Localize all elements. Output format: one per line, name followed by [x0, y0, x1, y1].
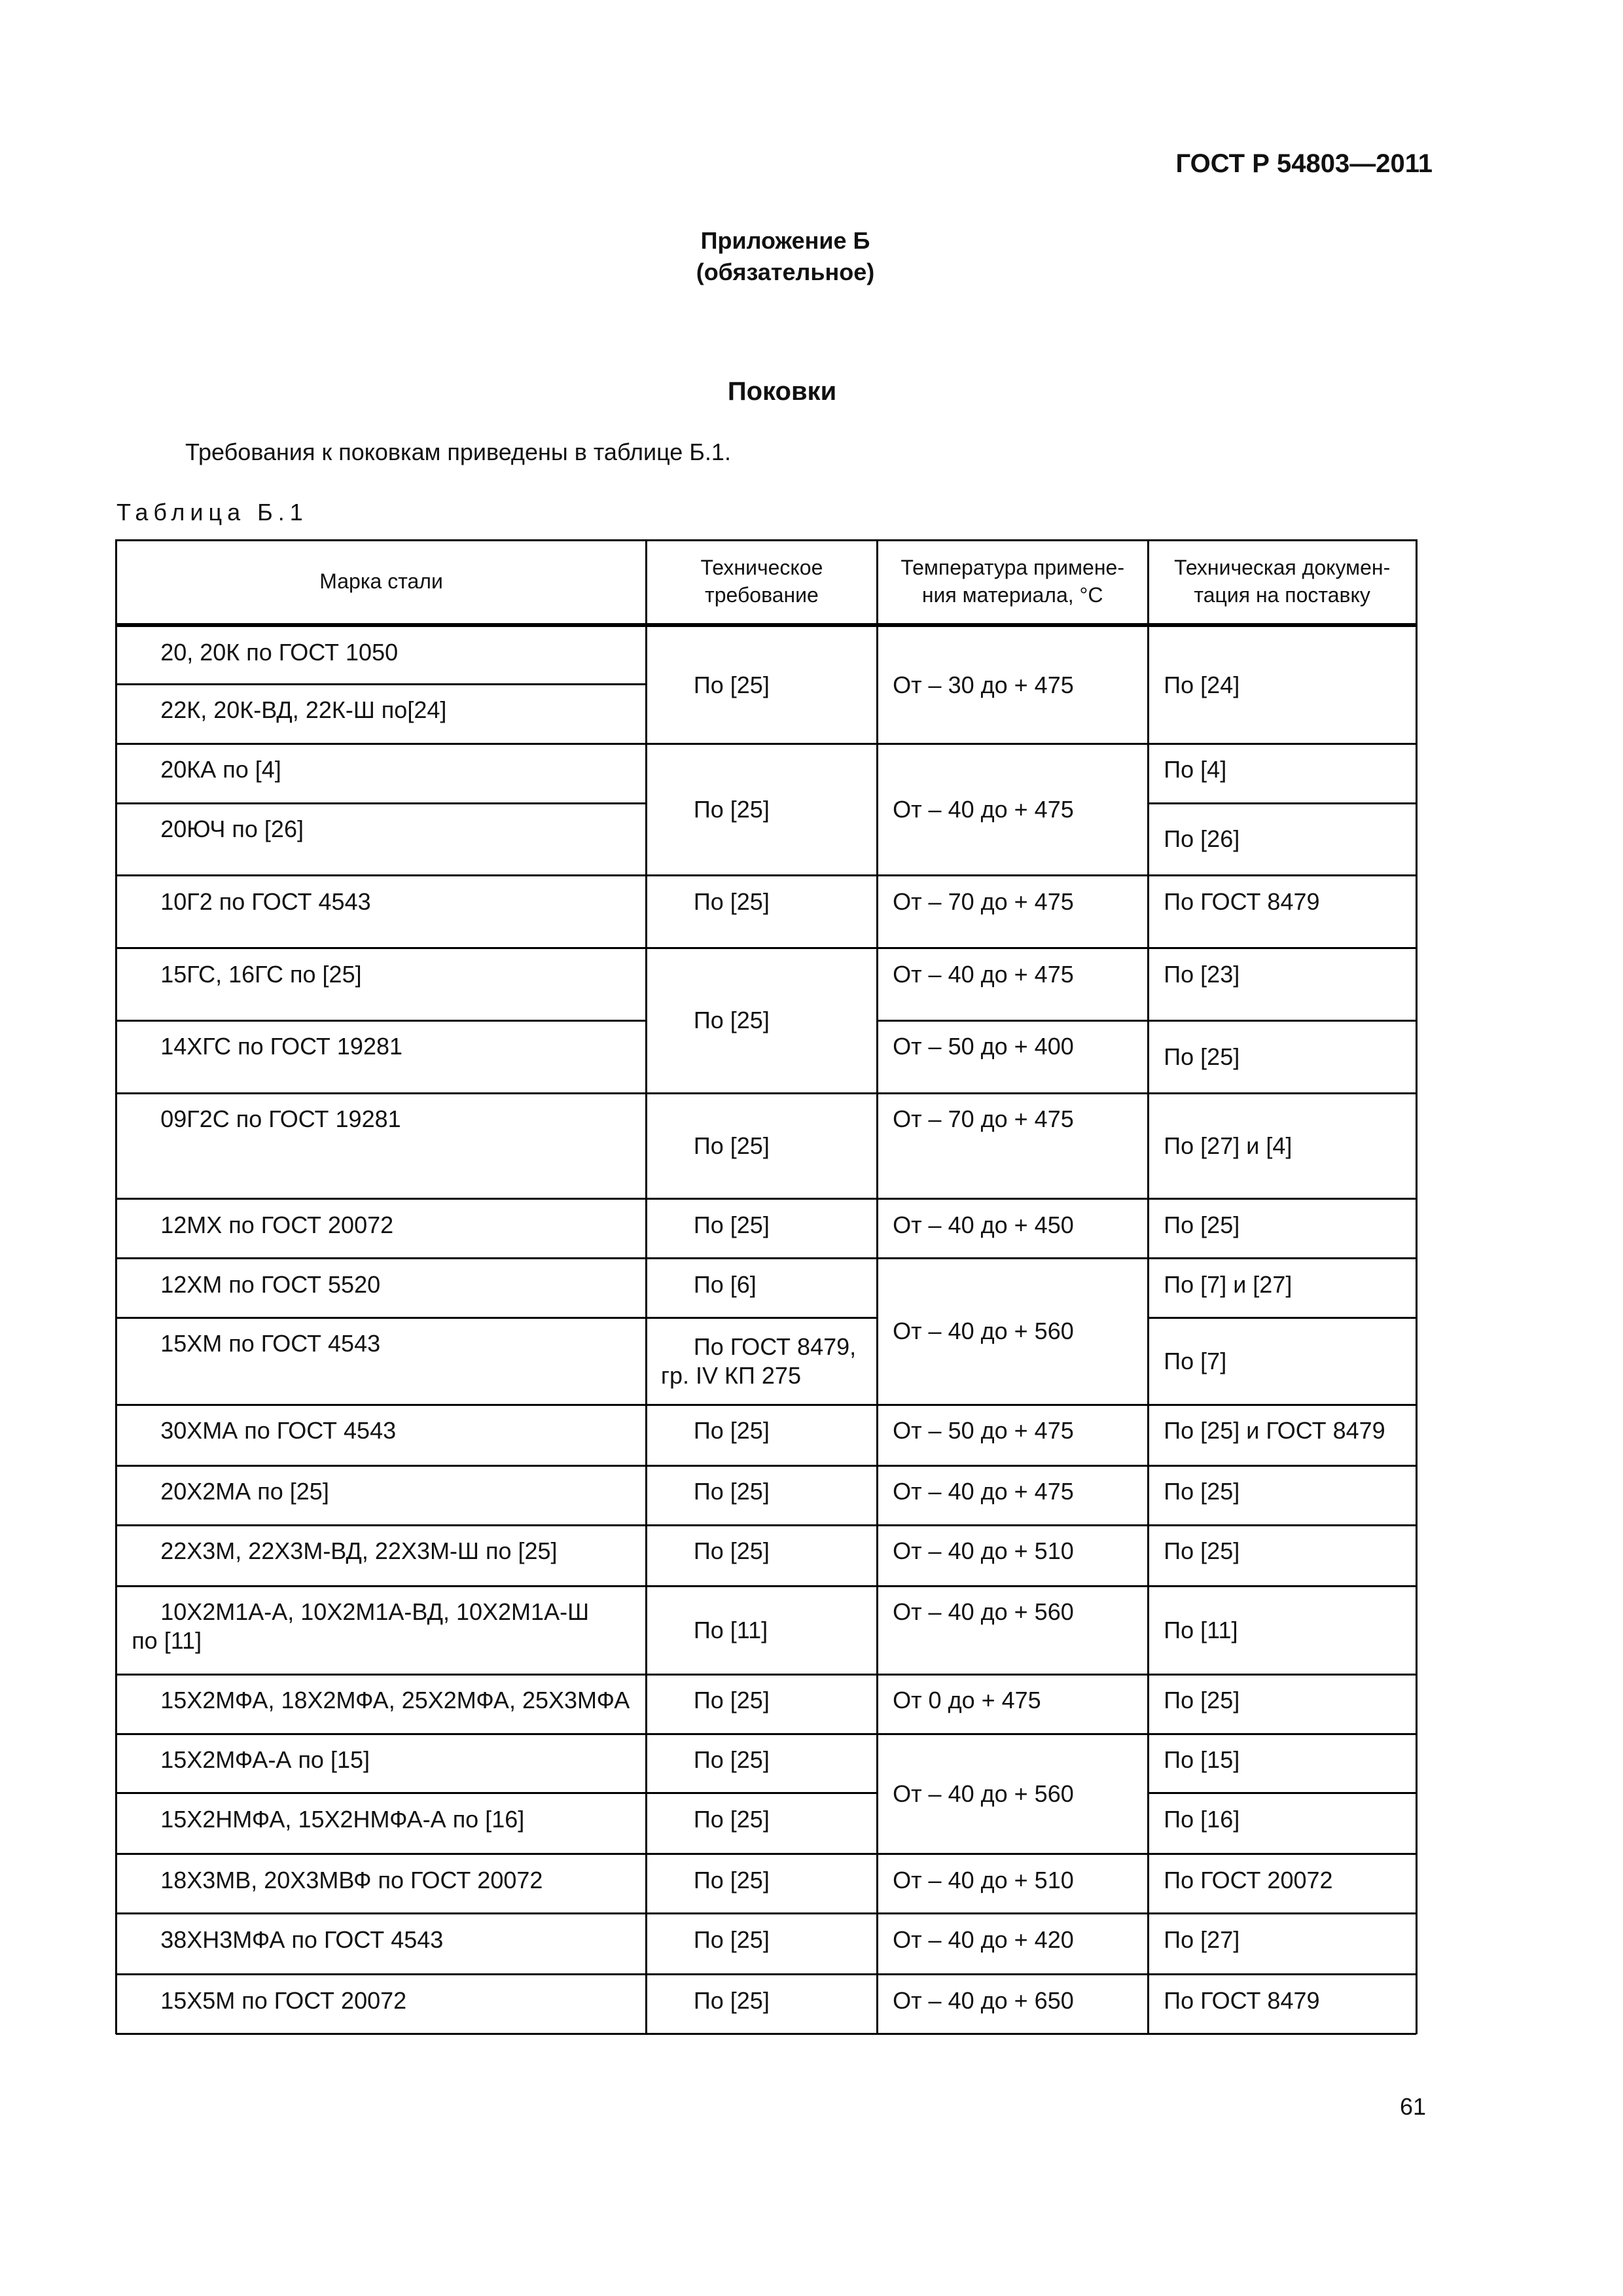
table-cell: По [6] — [693, 1270, 757, 1298]
table-cell: По [25] — [1164, 1043, 1240, 1070]
table-cell: По [25] — [693, 1986, 770, 2014]
table-hline — [647, 1465, 877, 1467]
table-hline — [1148, 1674, 1416, 1676]
table-cell: 20Х2МА по [25] — [160, 1478, 329, 1505]
table-hline — [1148, 1912, 1416, 1914]
table-hline — [116, 1585, 647, 1587]
table-hline — [116, 874, 647, 876]
table-cell: 15ХМ по ГОСТ 4543 — [160, 1330, 381, 1357]
table-hline — [1148, 625, 1416, 627]
table-hline — [116, 1853, 647, 1855]
table-hline — [1148, 874, 1416, 876]
table-hline — [647, 743, 877, 745]
table-hline — [877, 1674, 1148, 1676]
intro-paragraph: Требования к поковкам приведены в таблице Б.1. — [185, 439, 731, 465]
table-hline — [116, 1092, 647, 1094]
table-hline — [116, 1020, 647, 1022]
table-hline — [877, 625, 1148, 627]
table-hline — [116, 2033, 647, 2035]
table-hline — [647, 1585, 877, 1587]
table-cell: По [25] — [693, 1211, 770, 1238]
table-hline — [1148, 743, 1416, 745]
table-cell: От – 40 до + 450 — [893, 1211, 1074, 1238]
table-hline — [116, 1792, 647, 1794]
table-cell: По [27] и [4] — [1164, 1132, 1293, 1159]
table-cell: По [24] — [1164, 671, 1240, 698]
table-hline — [877, 1585, 1148, 1587]
table-hline — [116, 683, 647, 685]
section-title: Поковки — [727, 377, 837, 406]
table-hline — [647, 1257, 877, 1259]
table-cell: По [25] — [693, 888, 770, 915]
table-hline — [877, 1465, 1148, 1467]
table-hline — [116, 623, 1416, 625]
table-hline — [877, 1733, 1148, 1735]
table-cell: 22Х3М, 22Х3М-ВД, 22Х3М-Ш по [25] — [160, 1537, 558, 1565]
table-cell: От – 40 до + 650 — [893, 1986, 1074, 2014]
table-hline — [647, 1853, 877, 1855]
table-hline — [116, 625, 647, 627]
table-hline — [1148, 1465, 1416, 1467]
table-cell: 18Х3МВ, 20Х3МВФ по ГОСТ 20072 — [160, 1866, 543, 1893]
table-hline — [877, 1524, 1148, 1526]
appendix-title: Приложение Б — [700, 227, 870, 254]
table-header-cell: Техническое требование — [700, 556, 823, 607]
table-cell: По [7] — [1164, 1347, 1227, 1374]
table-cell: От – 70 до + 475 — [893, 888, 1074, 915]
table-cell: От – 40 до + 475 — [893, 960, 1074, 988]
table-hline — [877, 947, 1148, 949]
table-hline — [877, 1973, 1148, 1975]
table-cell: По [25] — [693, 1417, 770, 1444]
table-cell: По [25] — [693, 1805, 770, 1833]
table-cell: По [25] — [693, 671, 770, 698]
table-hline — [647, 1524, 877, 1526]
table-hline — [1148, 1792, 1416, 1794]
table-cell: От – 40 до + 560 — [893, 1318, 1074, 1345]
table-cell: По ГОСТ 8479, гр. IV КП 275 — [660, 1333, 857, 1389]
table-cell: По ГОСТ 8479 — [1164, 888, 1320, 915]
table-hline — [116, 1257, 647, 1259]
table-hline — [647, 874, 877, 876]
appendix-status: (обязательное) — [696, 259, 875, 285]
table-caption: Таблица Б.1 — [116, 499, 308, 526]
table-cell: 10Г2 по ГОСТ 4543 — [160, 888, 371, 915]
table-hline — [1148, 1585, 1416, 1587]
table-cell: 15Х5М по ГОСТ 20072 — [160, 1986, 407, 2014]
table-cell: По [26] — [1164, 825, 1240, 853]
table-hline — [1148, 1020, 1416, 1022]
table-hline — [1148, 1404, 1416, 1406]
table-hline — [877, 1020, 1148, 1022]
table-cell: По [11] — [693, 1616, 768, 1643]
table-cell: По [25] — [693, 1478, 770, 1505]
table-cell: По [11] — [1164, 1616, 1238, 1643]
table-cell: 20, 20К по ГОСТ 1050 — [160, 638, 399, 666]
table-cell: По [25] и ГОСТ 8479 — [1164, 1417, 1385, 1444]
table-hline — [1148, 1973, 1416, 1975]
table-cell: От – 70 до + 475 — [893, 1105, 1074, 1133]
table-cell: 38ХН3МФА по ГОСТ 4543 — [160, 1926, 444, 1953]
table-hline — [877, 1912, 1148, 1914]
table-hline — [647, 1973, 877, 1975]
table-hline — [877, 1092, 1148, 1094]
table-cell: По [25] — [1164, 1211, 1240, 1238]
table-cell: По [25] — [693, 1926, 770, 1953]
table-vline — [645, 539, 647, 2034]
table-cell: 12МХ по ГОСТ 20072 — [160, 1211, 394, 1238]
table-hline — [1148, 1524, 1416, 1526]
table-vline — [115, 539, 117, 2034]
table-hline — [116, 1912, 647, 1914]
table-cell: 10Х2М1А-А, 10Х2М1А-ВД, 10Х2М1А-Ш по [11] — [132, 1598, 590, 1655]
table-hline — [1148, 802, 1416, 804]
table-header-cell: Температура примене- ния материала, °С — [901, 556, 1124, 607]
table-hline — [1148, 1853, 1416, 1855]
table-hline — [116, 1317, 647, 1319]
table-hline — [116, 1733, 647, 1735]
table-hline — [877, 874, 1148, 876]
table-cell: От – 40 до + 560 — [893, 1598, 1074, 1626]
table-cell: По [23] — [1164, 960, 1240, 988]
table-hline — [647, 1733, 877, 1735]
table-cell: По [25] — [693, 1007, 770, 1034]
table-cell: От 0 до + 475 — [893, 1687, 1041, 1714]
table-cell: По [15] — [1164, 1746, 1240, 1774]
table-cell: 15Х2МФА, 18Х2МФА, 25Х2МФА, 25Х3МФА — [160, 1687, 630, 1714]
table-cell: По ГОСТ 20072 — [1164, 1866, 1333, 1893]
table-hline — [647, 2033, 877, 2035]
table-cell: От – 40 до + 475 — [893, 796, 1074, 823]
table-cell: От – 40 до + 560 — [893, 1780, 1074, 1808]
table-hline — [1148, 1317, 1416, 1319]
table-cell: По [25] — [693, 1746, 770, 1774]
table-hline — [116, 1973, 647, 1975]
table-cell: По [16] — [1164, 1805, 1240, 1833]
table-cell: От – 40 до + 510 — [893, 1537, 1074, 1565]
table-cell: От – 40 до + 475 — [893, 1478, 1074, 1505]
table-hline — [116, 1198, 647, 1200]
table-cell: По [4] — [1164, 756, 1227, 783]
table-cell: 15Х2МФА-А по [15] — [160, 1746, 370, 1774]
table-hline — [877, 743, 1148, 745]
table-header-cell: Техническая докумен- тация на поставку — [1174, 556, 1391, 607]
table-hline — [877, 1257, 1148, 1259]
appendix-heading — [0, 225, 1571, 288]
table-cell: По [25] — [693, 796, 770, 823]
table-hline — [1148, 1092, 1416, 1094]
table-cell: 14ХГС по ГОСТ 19281 — [160, 1033, 403, 1060]
table-hline — [1148, 2033, 1416, 2035]
table-hline — [1148, 947, 1416, 949]
table-hline — [116, 539, 1416, 541]
table-hline — [647, 1404, 877, 1406]
table-hline — [116, 802, 647, 804]
table-hline — [1148, 1733, 1416, 1735]
table-cell: 20ЮЧ по [26] — [160, 816, 304, 843]
table-hline — [647, 1674, 877, 1676]
table-hline — [1148, 1257, 1416, 1259]
table-hline — [116, 947, 647, 949]
table-cell: От – 30 до + 475 — [893, 671, 1074, 698]
table-cell: 15ГС, 16ГС по [25] — [160, 960, 362, 988]
table-cell: По [27] — [1164, 1926, 1240, 1953]
table-hline — [877, 1198, 1148, 1200]
table-hline — [647, 625, 877, 627]
table-hline — [116, 1524, 647, 1526]
table-cell: 30ХМА по ГОСТ 4543 — [160, 1417, 397, 1444]
table-cell: По [25] — [693, 1866, 770, 1893]
table-header-cell: Марка стали — [319, 569, 443, 594]
table-cell: 15Х2НМФА, 15Х2НМФА-А по [16] — [160, 1805, 525, 1833]
table-cell: По [25] — [693, 1537, 770, 1565]
table-cell: По [25] — [1164, 1687, 1240, 1714]
table-cell: От – 40 до + 510 — [893, 1866, 1074, 1893]
table-cell: По [25] — [1164, 1537, 1240, 1565]
table-cell: По [7] и [27] — [1164, 1270, 1293, 1298]
table-hline — [877, 2033, 1148, 2035]
table-cell: По ГОСТ 8479 — [1164, 1986, 1320, 2014]
table-hline — [647, 1092, 877, 1094]
table-cell: 22К, 20К-ВД, 22К-Ш по[24] — [160, 696, 447, 724]
table-hline — [877, 1853, 1148, 1855]
table-cell: По [25] — [1164, 1478, 1240, 1505]
table-hline — [647, 1912, 877, 1914]
table-hline — [116, 1465, 647, 1467]
table-hline — [647, 947, 877, 949]
table-hline — [647, 1792, 877, 1794]
table-cell: От – 40 до + 420 — [893, 1926, 1074, 1953]
table-hline — [116, 1404, 647, 1406]
table-vline — [1416, 539, 1418, 2034]
table-hline — [877, 1404, 1148, 1406]
table-cell: По [25] — [693, 1132, 770, 1159]
table-cell: По [25] — [693, 1687, 770, 1714]
table-hline — [116, 1674, 647, 1676]
table-hline — [1148, 1198, 1416, 1200]
table-hline — [647, 1317, 877, 1319]
table-hline — [116, 743, 647, 745]
table-vline — [1147, 539, 1149, 2034]
table-vline — [876, 539, 878, 2034]
table-cell: 12ХМ по ГОСТ 5520 — [160, 1270, 381, 1298]
table-cell: От – 50 до + 400 — [893, 1033, 1074, 1060]
standard-code: ГОСТ Р 54803—2011 — [1175, 149, 1433, 178]
page-number: 61 — [1399, 2093, 1426, 2120]
table-hline — [647, 1198, 877, 1200]
table-cell: 20КА по [4] — [160, 756, 281, 783]
table-cell: 09Г2С по ГОСТ 19281 — [160, 1105, 401, 1133]
table-cell: От – 50 до + 475 — [893, 1417, 1074, 1444]
